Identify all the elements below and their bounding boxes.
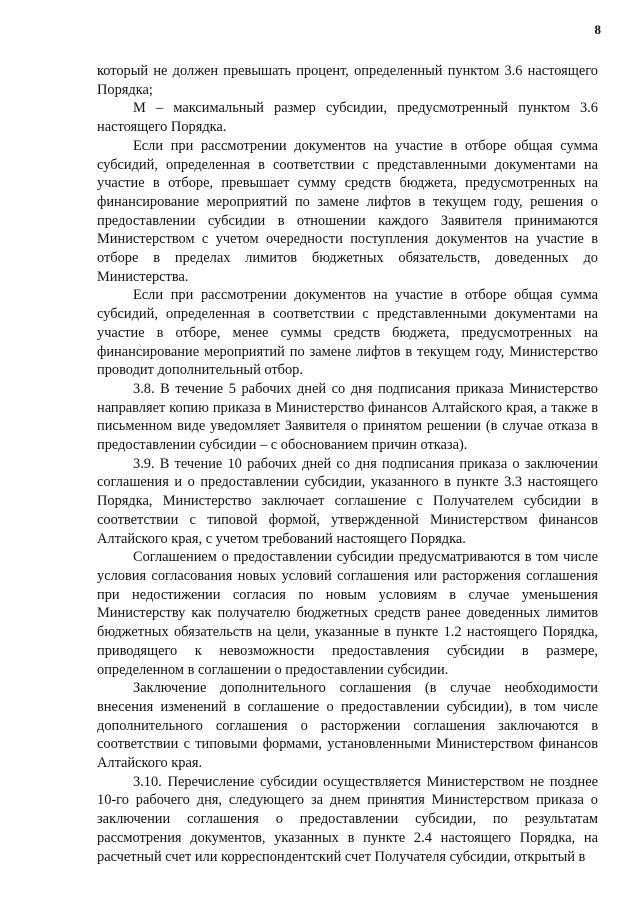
paragraph-agreement-terms: Соглашением о предоставлении субсидии предусматриваются в том числе условия согласования новых условий соглашения или расторжения соглашения при недостижении согласия по новым условиям в случае уменьшения Министерству как получателю бюджетных средств ранее доведенных лимитов бюджетных обязательств на цели, указанные в пункте 1.2 настоящего Порядка, приводящего к невозможности предоставления субсидии в размере, определенном в соглашении о предоставлении субсидии. (97, 549, 598, 678)
paragraph-3-9: 3.9. В течение 10 рабочих дней со дня подписания приказа о заключении соглашения и о предоставлении субсидии, указанного в пункте 3.3 настоящего Порядка, Министерство заключает соглашение с Получателем субсидии в соответствии с типовой формой, утвержденной Министерством финансов Алтайского края, с учетом требований настоящего Порядка. (97, 455, 598, 547)
paragraph-continuation: который не должен превышать процент, определенный пунктом 3.6 настоящего Порядка; (97, 63, 598, 98)
paragraph-3-8: 3.8. В течение 5 рабочих дней со дня подписания приказа Министерство направляет копию приказа в Министерство финансов Алтайского края, а также в письменном виде уведомляет Заявителя о принятом решении (в случае отказа в предоставлении субсидии – с обоснованием причин отказа). (97, 380, 598, 454)
paragraph-m-definition: М – максимальный размер субсидии, предусмотренный пунктом 3.6 настоящего Порядка. (97, 100, 598, 136)
paragraph-additional-agreement: Заключение дополнительного соглашения (в случае необходимости внесения изменений в соглашение о предоставлении субсидии), в том числе дополнительного соглашения о расторжении соглашения заключаются в соответствии с типовыми формами, установленными Министерством финансов Алтайского края. (97, 680, 598, 772)
document-body (97, 62, 598, 866)
paragraph-below-budget: Если при рассмотрении документов на участие в отборе общая сумма субсидий, определенная в соответствии с представленными документами на участие в отборе, менее суммы средств бюджета, предусмотренных на финансирование мероприятий по замене лифтов в текущем году, Министерство проводит дополнительный отбор. (97, 287, 598, 379)
paragraph-3-10: 3.10. Перечисление субсидии осуществляется Министерством не позднее 10-го рабочего дня, следующего за днем принятия Министерством приказа о заключении соглашения о предоставлении субсидии, по результатам рассмотрения документов, указанных в пункте 2.4 настоящего Порядка, на расчетный счет или корреспондентский счет Получателя субсидии, открытый в (97, 773, 598, 865)
paragraph-exceeds-budget: Если при рассмотрении документов на участие в отборе общая сумма субсидий, определенная в соответствии с представленными документами на участие в отборе, превышает сумму средств бюджета, предусмотренных на финансирование мероприятий по замене лифтов в текущем году, решения о предоставлении субсидии в отношении каждого Заявителя принимаются Министерством с учетом очередности поступления документов на участие в отборе в пределах лимитов бюджетных обязательств, доведенных до Министерства. (97, 137, 598, 285)
page-number: 8 (594, 22, 601, 37)
